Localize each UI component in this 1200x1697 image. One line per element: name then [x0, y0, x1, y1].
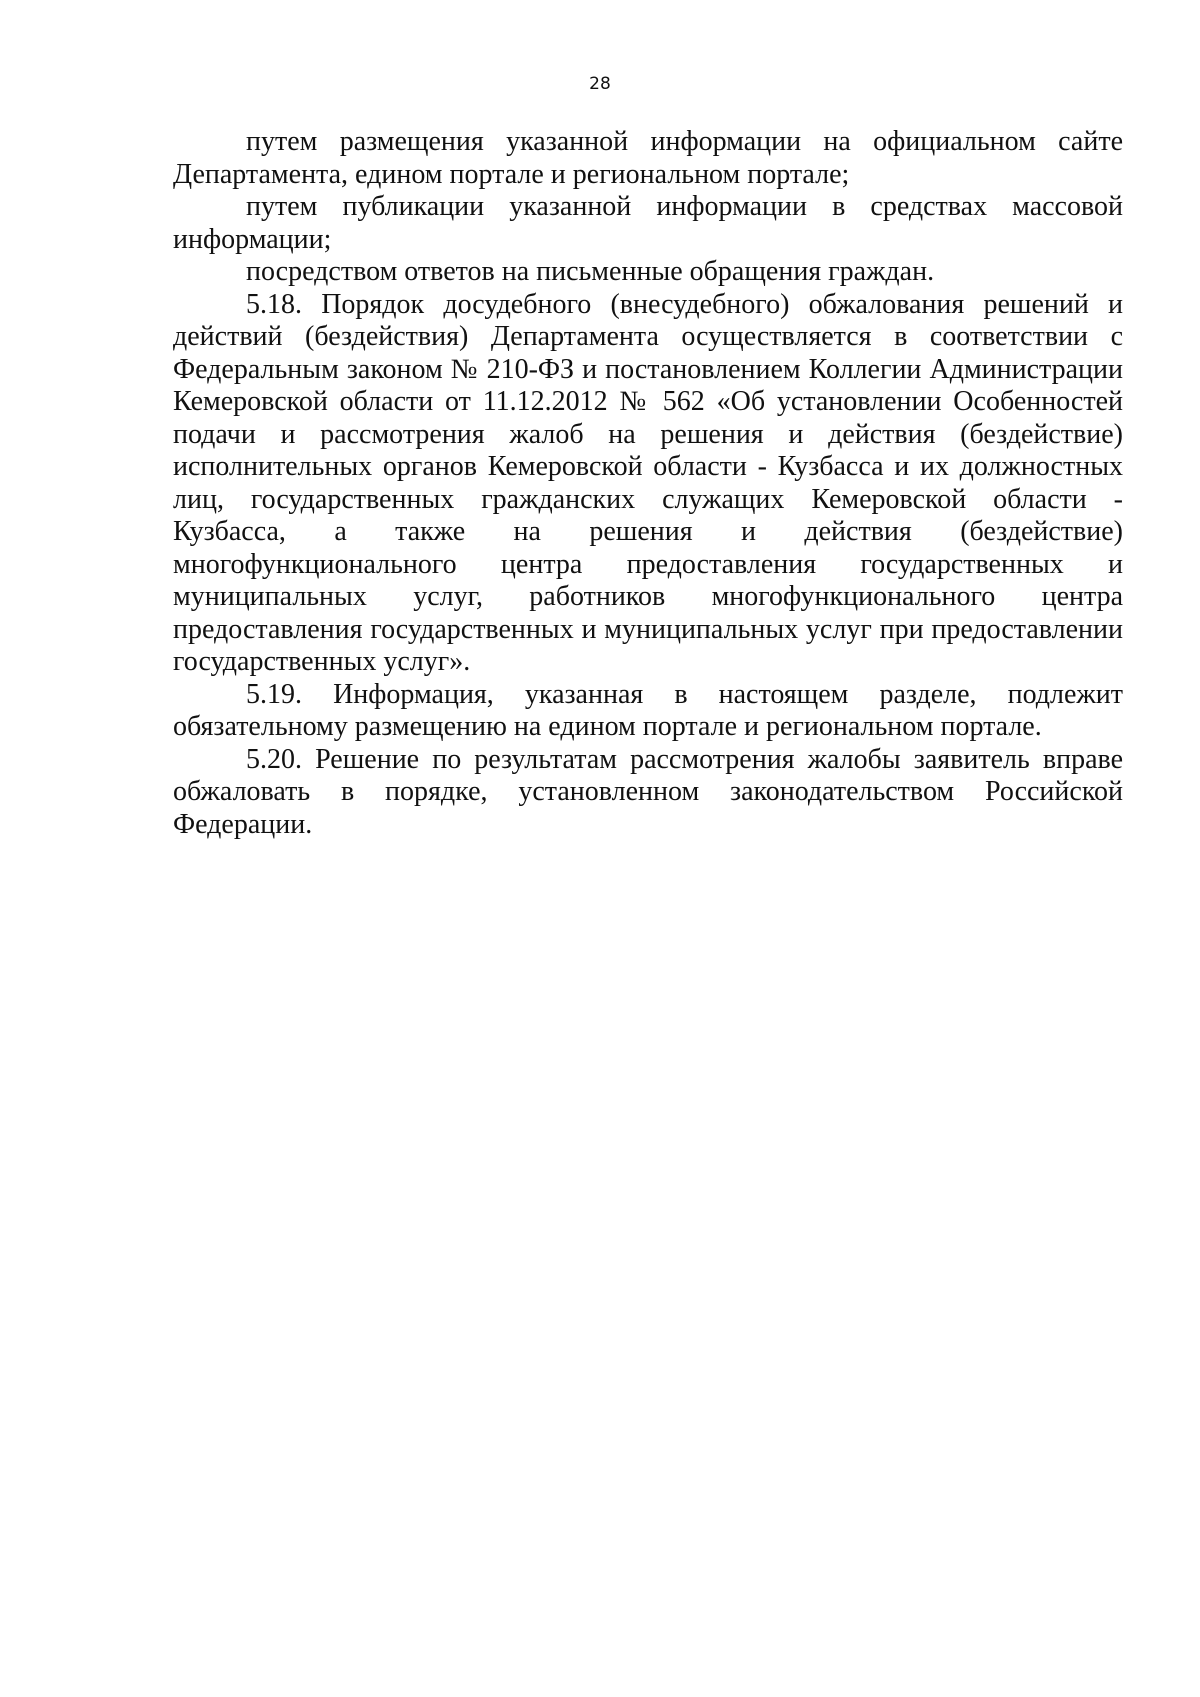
paragraph-5-18: 5.18. Порядок досудебного (внесудебного) обжалования решений и действий (бездействия) Департамента осуществляется в соответствии с Федеральным законом № 210-ФЗ и постановлением Коллегии Администрации Кемеровской области от 11.12.2012 № 562 «Об установлении Особенностей подачи и рассмотрения жалоб на решения и действия (бездействие) исполнительных органов Кемеровской области - Кузбасса и их должностных лиц, государственных гражданских служащих Кемеровской области - Кузбасса, а также на решения и действия (бездействие) многофункционального центра предоставления государственных и муниципальных услуг, работников многофункционального центра предоставления государственных и муниципальных услуг при предоставлении государственных услуг».: [173, 288, 1123, 677]
paragraph-media-publication: путем публикации указанной информации в средствах массовой информации;: [173, 191, 1123, 255]
document-body: [173, 126, 1123, 841]
paragraph-written-replies: посредством ответов на письменные обращения граждан.: [246, 256, 935, 287]
paragraph-5-20: 5.20. Решение по результатам рассмотрения жалобы заявитель вправе обжаловать в порядке, установленном законодательством Российской Федерации.: [173, 743, 1123, 840]
paragraph-website-publication: путем размещения указанной информации на официальном сайте Департамента, едином портале и региональном портале;: [173, 126, 1123, 190]
paragraph-5-19: 5.19. Информация, указанная в настоящем разделе, подлежит обязательному размещению на едином портале и региональном портале.: [173, 678, 1123, 742]
page-number: 28: [589, 74, 611, 94]
